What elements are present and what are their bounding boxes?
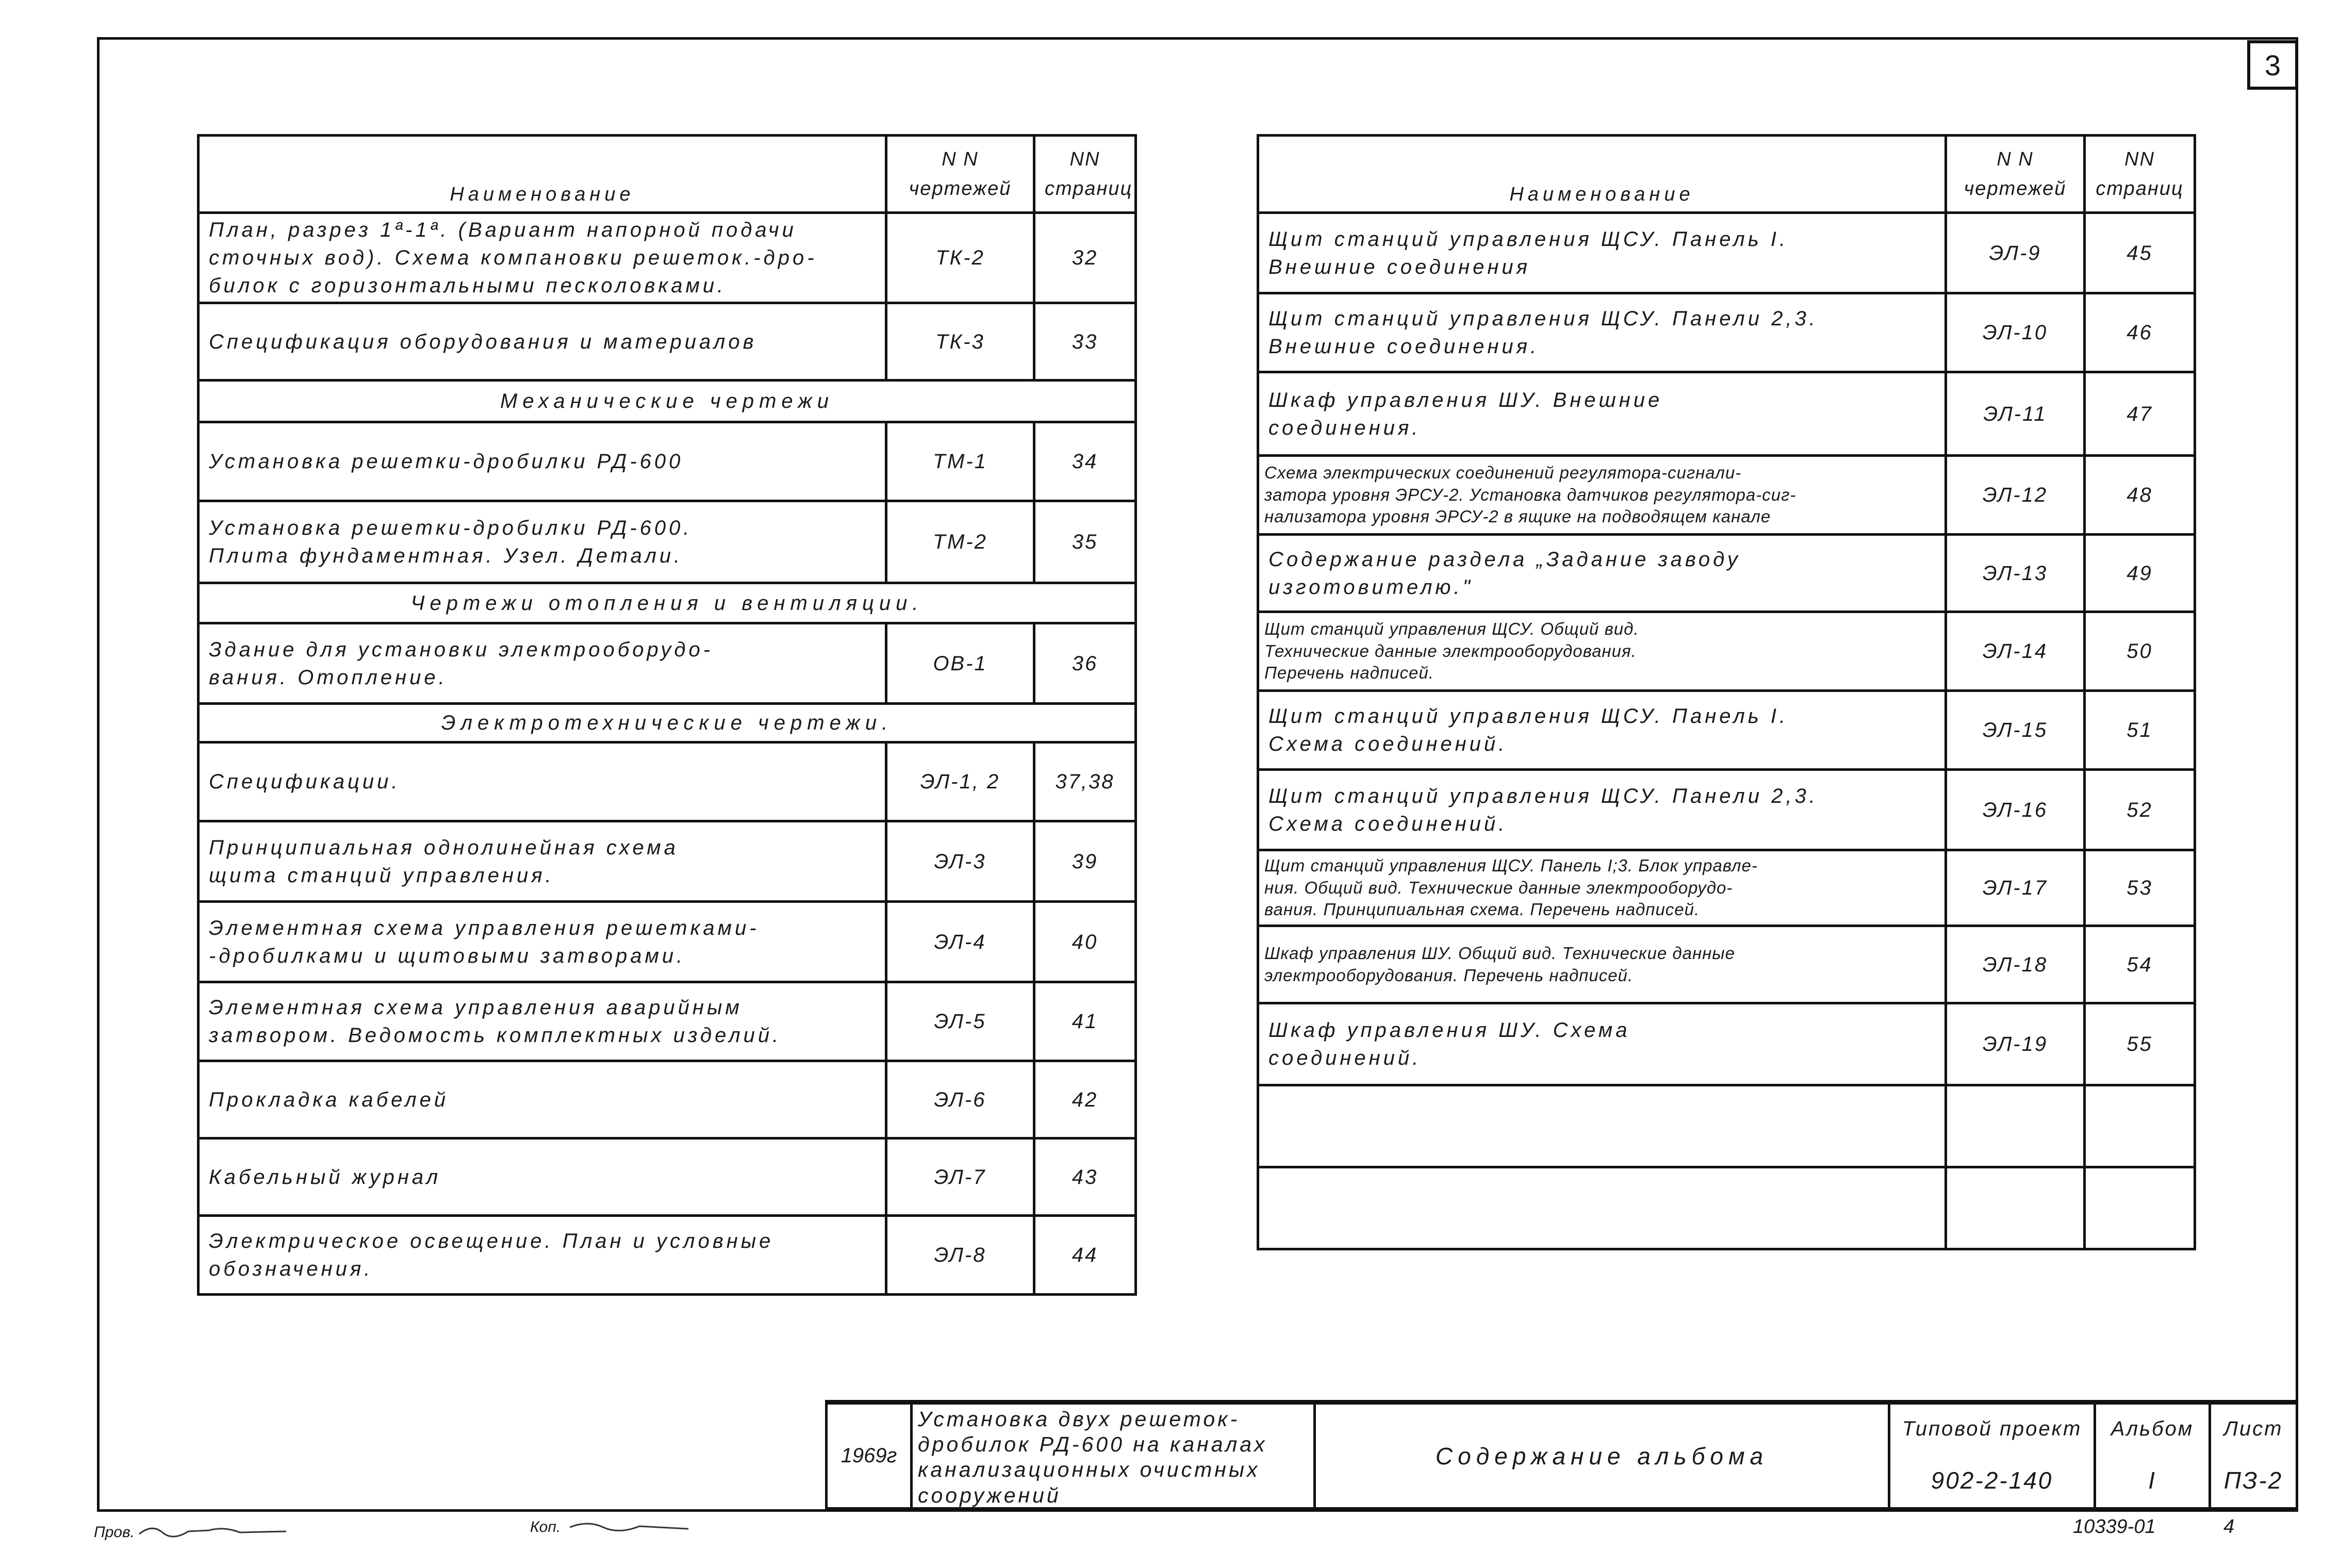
item-name: Щит станций управления ЩСУ. Панели 2,3. Схема соединений. (1258, 770, 1946, 850)
contents-table-right (1257, 134, 2196, 1250)
header-drawings: N N чертежей (886, 136, 1034, 213)
item-name: Электрическое освещение. План и условные обозначения. (199, 1216, 886, 1295)
section-row (199, 381, 1136, 422)
header-name: Наименование (1258, 136, 1946, 213)
table-row (199, 1061, 1136, 1138)
drawing-number: ЭЛ-16 (1946, 770, 2085, 850)
table-row (1258, 770, 2195, 850)
page-number: 32 (1034, 213, 1136, 303)
table-row (199, 821, 1136, 902)
table-row (199, 1138, 1136, 1216)
page-number: 34 (1034, 422, 1136, 501)
item-name: План, разрез 1ª-1ª. (Вариант напорной подачи сточных вод). Схема компановки решеток.-дро- билок с горизонтальными песколовками. (199, 213, 886, 303)
table-row (199, 902, 1136, 982)
signature-checked (137, 1521, 291, 1542)
sheet-label: Лист (2223, 1417, 2283, 1440)
section-title: Чертежи отопления и вентиляции. (199, 583, 1136, 623)
page-number: 46 (2085, 293, 2195, 372)
page-number: 50 (2085, 612, 2195, 691)
page-number: 35 (1034, 501, 1136, 583)
table-row (1258, 213, 2195, 293)
page-number (2085, 1167, 2195, 1249)
page-number: 43 (1034, 1138, 1136, 1216)
drawing-number (1946, 1085, 2085, 1167)
page-number: 53 (2085, 850, 2195, 926)
drawing-number: ЭЛ-5 (886, 982, 1034, 1061)
table-row (199, 213, 1136, 303)
item-name: Прокладка кабелей (199, 1061, 886, 1138)
drawing-number: ЭЛ-10 (1946, 293, 2085, 372)
drawing-number: ЭЛ-9 (1946, 213, 2085, 293)
sheet-title: Содержание альбома (1313, 1405, 1888, 1507)
contents-table-left (197, 134, 1137, 1296)
table-row (199, 303, 1136, 381)
page-number: 42 (1034, 1061, 1136, 1138)
item-name: Элементная схема управления решетками- -дробилками и щитовыми затворами. (199, 902, 886, 982)
drawing-number: ЭЛ-13 (1946, 535, 2085, 612)
item-name: Принципиальная однолинейная схема щита станций управления. (199, 821, 886, 902)
project-name: Установка двух решеток- дробилок РД-600 на каналах канализационных очистных сооружений (910, 1405, 1313, 1507)
page-number: 37,38 (1034, 742, 1136, 821)
item-name: Щит станций управления ЩСУ. Панель I;3. Блок управле- ния. Общий вид. Технические данные электрооборудо- вания. Принципиальная схема. Перечень надписей. (1258, 850, 1946, 926)
table-row (1258, 1085, 2195, 1167)
item-name: Шкаф управления ШУ. Общий вид. Технические данные электрооборудования. Перечень надписей. (1258, 926, 1946, 1003)
drawing-number: ТК-2 (886, 213, 1034, 303)
table-row (199, 623, 1136, 704)
drawing-number: ЭЛ-1, 2 (886, 742, 1034, 821)
table-row (199, 982, 1136, 1061)
item-name: Элементная схема управления аварийным затвором. Ведомость комплектных изделий. (199, 982, 886, 1061)
page-number: 39 (1034, 821, 1136, 902)
drawing-number: ЭЛ-14 (1946, 612, 2085, 691)
table-row (199, 501, 1136, 583)
album-value: I (2148, 1467, 2156, 1494)
section-title: Механические чертежи (199, 381, 1136, 422)
table-row (1258, 612, 2195, 691)
album-cell (2094, 1405, 2209, 1507)
typical-project-value: 902-2-140 (1931, 1467, 2053, 1494)
album-label: Альбом (2111, 1417, 2194, 1440)
drawing-number: ЭЛ-18 (1946, 926, 2085, 1003)
drawing-number: ЭЛ-6 (886, 1061, 1034, 1138)
header-row (1258, 136, 2195, 213)
item-name (1258, 1085, 1946, 1167)
drawing-number: ЭЛ-3 (886, 821, 1034, 902)
page-number: 47 (2085, 372, 2195, 456)
page-number: 55 (2085, 1003, 2195, 1085)
drawing-number: ТМ-1 (886, 422, 1034, 501)
page-number: 52 (2085, 770, 2195, 850)
drawing-number: ЭЛ-8 (886, 1216, 1034, 1295)
header-drawings: N N чертежей (1946, 136, 2085, 213)
page-number: 44 (1034, 1216, 1136, 1295)
item-name: Здание для установки электрооборудо- вания. Отопление. (199, 623, 886, 704)
sheet-cell (2209, 1405, 2298, 1507)
signature-copied (567, 1516, 691, 1537)
table-row (1258, 1003, 2195, 1085)
typical-project-label: Типовой проект (1902, 1417, 2082, 1440)
page-number: 33 (1034, 303, 1136, 381)
year: 1969г (825, 1405, 910, 1507)
page-number (2085, 1085, 2195, 1167)
table-row (1258, 926, 2195, 1003)
item-name: Щит станций управления ЩСУ. Общий вид. Технические данные электрооборудования. Перечень надписей. (1258, 612, 1946, 691)
drawing-number (1946, 1167, 2085, 1249)
header-pages: NN страниц (2085, 136, 2195, 213)
table-row (199, 422, 1136, 501)
drawing-number: ЭЛ-4 (886, 902, 1034, 982)
drawing-number: ТМ-2 (886, 501, 1034, 583)
sheet-value: ПЗ-2 (2223, 1467, 2283, 1494)
drawing-number: ЭЛ-19 (1946, 1003, 2085, 1085)
drawing-number: ОВ-1 (886, 623, 1034, 704)
drawing-number: ТК-3 (886, 303, 1034, 381)
item-name: Установка решетки-дробилки РД-600. Плита фундаментная. Узел. Детали. (199, 501, 886, 583)
checked-label: Пров. (94, 1524, 135, 1541)
header-row (199, 136, 1136, 213)
table-row (199, 1216, 1136, 1295)
header-name: Наименование (199, 136, 886, 213)
drawing-number: ЭЛ-12 (1946, 456, 2085, 535)
page-number: 48 (2085, 456, 2195, 535)
page-number: 54 (2085, 926, 2195, 1003)
item-name: Щит станций управления ЩСУ. Панель I. Схема соединений. (1258, 691, 1946, 770)
table-row (1258, 456, 2195, 535)
title-block (825, 1400, 2298, 1512)
table-row (1258, 372, 2195, 456)
section-title: Электротехнические чертежи. (199, 704, 1136, 742)
drawing-number: ЭЛ-15 (1946, 691, 2085, 770)
item-name: Содержание раздела „Задание заводу изготовителю." (1258, 535, 1946, 612)
item-name: Щит станций управления ЩСУ. Панель I. Внешние соединения (1258, 213, 1946, 293)
item-name: Схема электрических соединений регулятора-сигнали- затора уровня ЭРСУ-2. Установка датчиков регулятора-сиг- нализатора уровня ЭРСУ-2 в ящике на подводящем канале (1258, 456, 1946, 535)
copied-label: Коп. (530, 1519, 561, 1536)
item-name: Щит станций управления ЩСУ. Панели 2,3. Внешние соединения. (1258, 293, 1946, 372)
item-name: Шкаф управления ШУ. Внешние соединения. (1258, 372, 1946, 456)
page-number: 4 (2223, 1516, 2235, 1538)
typical-project-cell (1888, 1405, 2094, 1507)
item-name: Кабельный журнал (199, 1138, 886, 1216)
page-number: 41 (1034, 982, 1136, 1061)
page-number: 49 (2085, 535, 2195, 612)
item-name: Спецификация оборудования и материалов (199, 303, 886, 381)
table-row (1258, 293, 2195, 372)
item-name: Установка решетки-дробилки РД-600 (199, 422, 886, 501)
page-number: 36 (1034, 623, 1136, 704)
page-number: 40 (1034, 902, 1136, 982)
drawing-number: ЭЛ-7 (886, 1138, 1034, 1216)
table-row (1258, 535, 2195, 612)
section-row (199, 704, 1136, 742)
table-row (1258, 691, 2195, 770)
item-name: Шкаф управления ШУ. Схема соединений. (1258, 1003, 1946, 1085)
drawing-number: ЭЛ-11 (1946, 372, 2085, 456)
table-row (1258, 1167, 2195, 1249)
item-name: Спецификации. (199, 742, 886, 821)
page-number: 51 (2085, 691, 2195, 770)
header-pages: NN страниц (1034, 136, 1136, 213)
table-row (199, 742, 1136, 821)
section-row (199, 583, 1136, 623)
table-row (1258, 850, 2195, 926)
drawing-number: ЭЛ-17 (1946, 850, 2085, 926)
page-number: 45 (2085, 213, 2195, 293)
item-name (1258, 1167, 1946, 1249)
inventory-number: 10339-01 (2073, 1516, 2156, 1538)
sheet-number: 3 (2247, 40, 2298, 90)
